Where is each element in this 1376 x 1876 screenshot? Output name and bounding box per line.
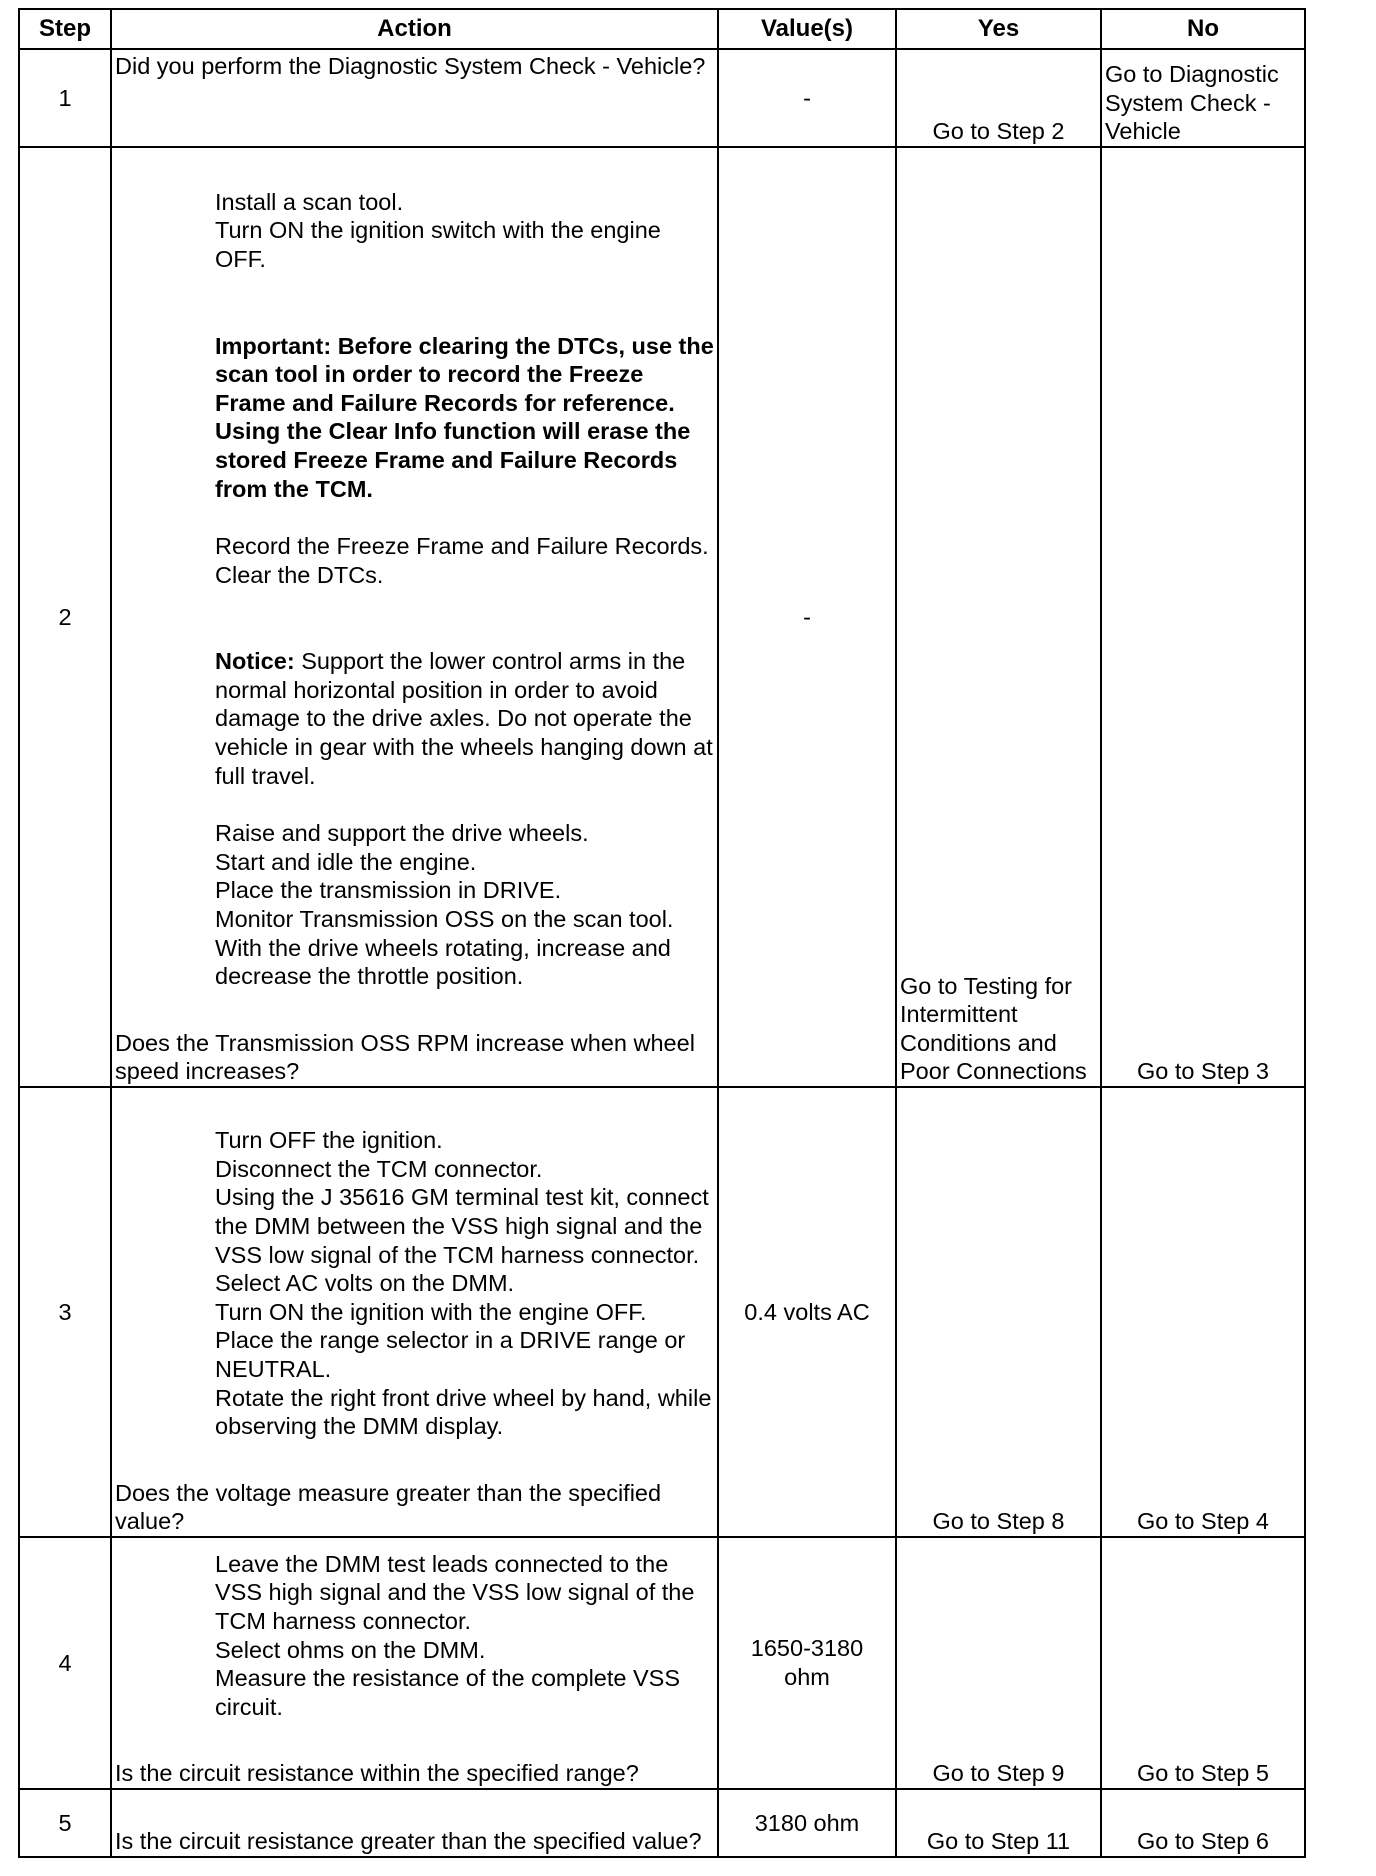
table-row bbox=[19, 1087, 1305, 1537]
action-step: Select ohms on the DMM. bbox=[215, 1636, 486, 1663]
action-step: Record the Freeze Frame and Failure Records. bbox=[215, 533, 709, 560]
action-cell bbox=[111, 1087, 718, 1537]
header-yes: Yes bbox=[896, 9, 1101, 49]
action-cell bbox=[111, 49, 718, 147]
action-cell bbox=[111, 1537, 718, 1789]
header-row bbox=[19, 9, 1305, 49]
action-step: With the drive wheels rotating, increase and decrease the throttle position. bbox=[215, 934, 671, 990]
step-number: 2 bbox=[19, 147, 111, 1087]
action-cell bbox=[111, 147, 718, 1087]
notice-note bbox=[215, 647, 714, 790]
action-step: Clear the DTCs. bbox=[215, 561, 384, 588]
no-cell: Go to Step 6 bbox=[1101, 1789, 1305, 1857]
value-cell: - bbox=[718, 147, 896, 1087]
value-cell: 3180 ohm bbox=[718, 1789, 896, 1857]
notice-label: Notice: bbox=[215, 648, 295, 675]
action-cell bbox=[111, 1789, 718, 1857]
action-step: Turn OFF the ignition. bbox=[215, 1127, 443, 1154]
no-cell: Go to Step 3 bbox=[1101, 147, 1305, 1087]
value-cell: 0.4 volts AC bbox=[718, 1087, 896, 1537]
header-values: Value(s) bbox=[718, 9, 896, 49]
action-step: Place the transmission in DRIVE. bbox=[215, 877, 562, 904]
no-cell: Go to Step 4 bbox=[1101, 1087, 1305, 1537]
question-text: Is the circuit resistance within the specified range? bbox=[115, 1760, 639, 1787]
action-step: Turn ON the ignition switch with the engine OFF. bbox=[215, 217, 661, 272]
table-row bbox=[19, 147, 1305, 1087]
no-cell: Go to Step 5 bbox=[1101, 1537, 1305, 1789]
action-step: Start and idle the engine. bbox=[215, 848, 477, 875]
action-step: Disconnect the TCM connector. bbox=[215, 1155, 543, 1182]
action-step: Measure the resistance of the complete VSS circuit. bbox=[215, 1665, 681, 1720]
value-text: 1650-3180 ohm bbox=[750, 1635, 864, 1690]
table-row bbox=[19, 1537, 1305, 1789]
action-step: Rotate the right front drive wheel by hand, while observing the DMM display. bbox=[215, 1384, 712, 1440]
action-step: Leave the DMM test leads connected to the VSS high signal and the VSS low signal of the TCM harness connector. bbox=[215, 1550, 695, 1635]
action-step: Monitor Transmission OSS on the scan tool. bbox=[215, 906, 674, 933]
action-step: Select AC volts on the DMM. bbox=[215, 1270, 515, 1297]
step-number: 3 bbox=[19, 1087, 111, 1537]
table-row bbox=[19, 1789, 1305, 1857]
action-step: Place the range selector in a DRIVE range or NEUTRAL. bbox=[215, 1327, 686, 1383]
yes-cell: Go to Step 11 bbox=[896, 1789, 1101, 1857]
yes-cell: Go to Step 9 bbox=[896, 1537, 1101, 1789]
action-step: Raise and support the drive wheels. bbox=[215, 820, 589, 847]
no-cell: Go to Diagnostic System Check - Vehicle bbox=[1101, 49, 1305, 147]
header-step: Step bbox=[19, 9, 111, 49]
yes-cell: Go to Step 8 bbox=[896, 1087, 1101, 1537]
important-note: Important: Before clearing the DTCs, use the scan tool in order to record the Freeze Frame and Failure Records for reference. Using the Clear Info function will erase the stored Freeze Frame and Failure Records from the TCM. bbox=[215, 332, 714, 502]
header-action: Action bbox=[111, 9, 718, 49]
header-no: No bbox=[1101, 9, 1305, 49]
value-cell bbox=[718, 1537, 896, 1789]
action-step: Turn ON the ignition with the engine OFF. bbox=[215, 1298, 647, 1325]
yes-cell: Go to Testing for Intermittent Conditions and Poor Connections bbox=[896, 147, 1101, 1087]
step-number: 4 bbox=[19, 1537, 111, 1789]
question-text: Does the Transmission OSS RPM increase when wheel speed increases? bbox=[115, 1029, 695, 1085]
step-number: 1 bbox=[19, 49, 111, 147]
action-step: Install a scan tool. bbox=[215, 188, 404, 215]
action-step: Using the J 35616 GM terminal test kit, connect the DMM between the VSS high signal and the VSS low signal of the TCM harness connector. bbox=[215, 1184, 709, 1268]
question-text: Did you perform the Diagnostic System Check - Vehicle? bbox=[115, 53, 706, 79]
question-text: Is the circuit resistance greater than the specified value? bbox=[115, 1828, 702, 1855]
yes-cell: Go to Step 2 bbox=[896, 49, 1101, 147]
table-row bbox=[19, 49, 1305, 147]
diagnostic-table bbox=[18, 8, 1306, 1858]
question-text: Does the voltage measure greater than the specified value? bbox=[115, 1479, 662, 1535]
value-cell: - bbox=[718, 49, 896, 147]
step-number: 5 bbox=[19, 1789, 111, 1857]
notice-text: Support the lower control arms in the normal horizontal position in order to avoid damage to the drive axles. Do not operate the vehicle in gear with the wheels hanging down at full travel. bbox=[215, 648, 713, 789]
